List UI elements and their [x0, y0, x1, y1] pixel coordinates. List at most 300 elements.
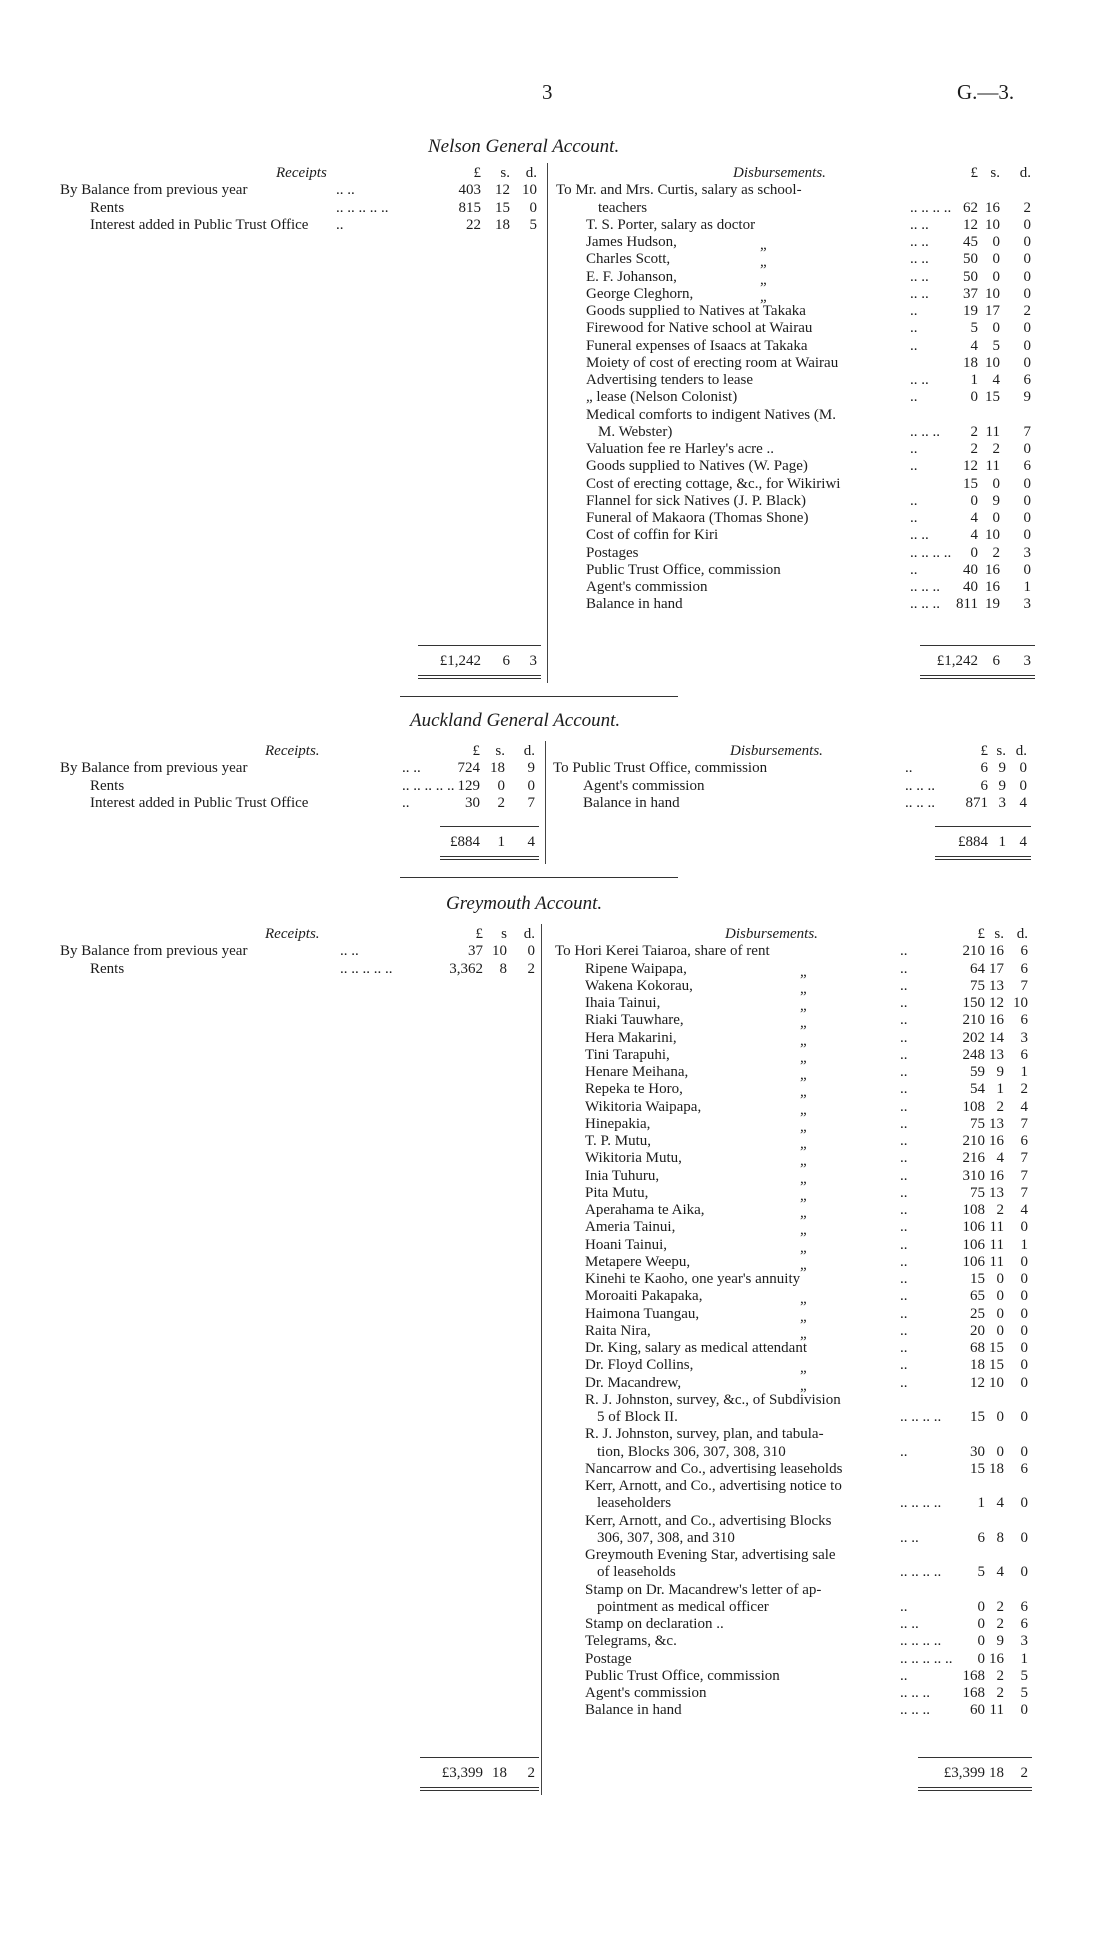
disbursement-amount-s: 13: [989, 1184, 1004, 1201]
page-number: 3: [542, 80, 553, 104]
receipt-amount-l: 129: [457, 777, 480, 794]
disbursement-amount-s: 2: [996, 1202, 1004, 1218]
disbursement-label: Hinepakia,: [585, 1115, 651, 1132]
disbursement-amount-s: 10: [985, 216, 1000, 233]
disbursement-amount-s: 11: [989, 1253, 1004, 1270]
disbursement-amount-l: 15: [970, 1460, 985, 1477]
disbursement-amount-d: 0: [1020, 1374, 1028, 1391]
disbursement-leader-dots: ..: [910, 492, 918, 509]
disbursement-amount-s: 2: [992, 544, 1000, 561]
disbursement-amount-s: 9: [996, 1633, 1004, 1650]
disbursement-leader-dots: .. ..: [910, 216, 929, 233]
disbursement-amount-d: 3: [1023, 544, 1031, 561]
disbursement-label: Public Trust Office, commission: [586, 561, 781, 578]
receipts-total-l: £3,399: [441, 1765, 483, 1781]
disbursement-label: Goods supplied to Natives at Takaka: [586, 303, 806, 319]
disbursement-leader-dots: ..: [900, 1340, 908, 1356]
disbursement-label: Ihaia Tainui,: [585, 995, 661, 1011]
disbursement-leader-dots: .. .. ..: [905, 794, 935, 811]
disbursement-amount-d: 3: [1023, 596, 1031, 613]
disbursement-label: T. S. Porter, salary as doctor: [586, 216, 756, 233]
receipts-currency-header-0: £: [472, 743, 480, 759]
disbursement-amount-l: 4: [970, 337, 978, 354]
disbursement-label: of leaseholds: [597, 1564, 676, 1581]
disbursement-amount-d: 9: [1023, 389, 1031, 406]
disbursement-leader-dots: .. .. ..: [905, 777, 935, 794]
disbursement-label: Medical comforts to indigent Natives (M.: [586, 406, 836, 423]
disbursement-label: Flannel for sick Natives (J. P. Black): [586, 492, 806, 509]
disbursement-amount-d: 1: [1020, 1650, 1028, 1667]
disbursement-amount-s: 17: [989, 960, 1004, 977]
disbursement-amount-d: 6: [1020, 960, 1028, 977]
disbursement-amount-d: 6: [1020, 1012, 1028, 1029]
disbursement-leader-dots: ..: [900, 1271, 908, 1287]
disbursement-amount-d: 6: [1020, 943, 1028, 960]
disbursement-leader-dots: ..: [900, 1012, 908, 1029]
section-separator: [400, 696, 678, 697]
disbursements-total-double-rule: [918, 1787, 1032, 1791]
disbursement-amount-l: 202: [962, 1029, 985, 1046]
disbursement-amount-l: 62: [963, 199, 978, 216]
receipt-amount-l: 815: [458, 199, 481, 216]
disbursement-amount-d: 0: [1023, 510, 1031, 526]
disbursement-amount-d: 6: [1020, 1598, 1028, 1615]
disbursement-amount-s: 11: [989, 1236, 1004, 1253]
disbursement-amount-s: 8: [996, 1529, 1004, 1546]
disbursement-leader-dots: ..: [900, 1253, 908, 1270]
disbursement-amount-l: 6: [977, 1529, 985, 1546]
disbursement-amount-d: 7: [1020, 1167, 1028, 1184]
disbursement-amount-l: 210: [962, 1133, 985, 1149]
disbursement-label: Wakena Kokorau,: [585, 977, 693, 994]
ditto-mark: „: [800, 1153, 807, 1170]
disbursement-amount-l: 108: [962, 1202, 985, 1218]
disbursement-amount-s: 15: [985, 389, 1000, 406]
disbursement-leader-dots: ..: [900, 1598, 908, 1615]
disbursements-total-s: 18: [989, 1765, 1004, 1781]
disbursement-amount-l: 30: [970, 1443, 985, 1460]
disbursement-leader-dots: .. ..: [910, 234, 929, 250]
disbursement-amount-l: 811: [956, 596, 978, 613]
disbursement-leader-dots: .. ..: [910, 268, 929, 285]
disbursement-amount-l: 12: [963, 458, 978, 475]
receipt-label: By Balance from previous year: [60, 182, 248, 199]
disbursement-label: To Mr. and Mrs. Curtis, salary as school-: [556, 182, 802, 199]
disbursement-amount-l: 871: [965, 794, 988, 811]
disbursement-amount-l: 248: [962, 1046, 985, 1063]
disbursement-label: Kinehi te Kaoho, one year's annuity: [585, 1271, 801, 1287]
disbursement-label: M. Webster): [598, 423, 673, 440]
disbursement-amount-s: 9: [998, 760, 1006, 777]
disbursement-amount-s: 0: [992, 251, 1000, 268]
disbursement-label: Funeral of Makaora (Thomas Shone): [586, 510, 809, 526]
disbursements-currency-header-1: s.: [994, 926, 1004, 942]
disbursement-label: Dr. King, salary as medical attendant: [585, 1340, 808, 1356]
receipts-currency-header-1: s: [501, 926, 507, 942]
disbursement-amount-l: 0: [977, 1650, 985, 1667]
receipt-label: By Balance from previous year: [60, 760, 248, 777]
disbursement-amount-d: 0: [1023, 354, 1031, 371]
disbursements-currency-header-0: £: [980, 743, 988, 759]
receipts-heading: Receipts.: [265, 743, 320, 759]
disbursement-amount-d: 4: [1020, 1202, 1028, 1218]
disbursement-leader-dots: ..: [900, 1046, 908, 1063]
disbursement-label: Telegrams, &c.: [585, 1633, 677, 1650]
ditto-mark: „: [800, 1239, 807, 1256]
ditto-mark: „: [800, 1187, 807, 1204]
disbursement-amount-d: 4: [1020, 1098, 1028, 1115]
receipt-leader-dots: .. ..: [340, 943, 359, 960]
disbursement-label: Inia Tuhuru,: [585, 1167, 660, 1184]
receipt-leader-dots: ..: [336, 216, 344, 233]
disbursement-amount-s: 13: [989, 977, 1004, 994]
disbursement-leader-dots: ..: [900, 977, 908, 994]
disbursement-amount-l: 68: [970, 1340, 985, 1356]
disbursements-currency-header-0: £: [977, 926, 985, 942]
disbursement-amount-l: 54: [970, 1081, 985, 1098]
disbursement-amount-l: 168: [962, 1667, 985, 1684]
disbursement-amount-s: 5: [992, 337, 1000, 354]
disbursement-amount-s: 1: [996, 1081, 1004, 1098]
disbursement-label: Postages: [586, 544, 639, 561]
ditto-mark: „: [800, 1084, 807, 1101]
disbursement-amount-l: 1: [970, 372, 978, 388]
disbursement-amount-s: 2: [996, 1098, 1004, 1115]
receipt-label: Rents: [90, 960, 125, 977]
disbursement-leader-dots: .. .. ..: [900, 1702, 930, 1719]
receipt-leader-dots: ..: [402, 794, 410, 811]
disbursement-amount-l: 15: [970, 1271, 985, 1287]
disbursement-amount-s: 0: [992, 320, 1000, 337]
disbursement-amount-s: 2: [996, 1685, 1004, 1701]
disbursement-amount-d: 0: [1023, 527, 1031, 544]
disbursement-amount-l: 75: [970, 977, 985, 994]
receipt-amount-s: 12: [495, 182, 510, 199]
disbursement-amount-l: 19: [963, 303, 978, 319]
section-separator: [400, 877, 678, 878]
disbursement-label: Greymouth Evening Star, advertising sale: [585, 1547, 836, 1563]
receipts-currency-header-2: d.: [523, 926, 535, 942]
disbursement-label: Moiety of cost of erecting room at Wairau: [586, 354, 839, 371]
disbursements-total-d: 3: [1023, 653, 1031, 669]
disbursement-amount-s: 0: [992, 268, 1000, 285]
disbursement-label: E. F. Johanson,: [586, 268, 677, 285]
disbursement-label: tion, Blocks 306, 307, 308, 310: [597, 1443, 786, 1460]
disbursement-label: R. J. Johnston, survey, &c., of Subdivision: [585, 1391, 841, 1408]
receipt-amount-l: 3,362: [449, 960, 483, 977]
disbursement-amount-d: 3: [1020, 1029, 1028, 1046]
disbursement-label: Balance in hand: [583, 794, 680, 811]
disbursement-amount-s: 11: [985, 423, 1000, 440]
disbursement-amount-l: 4: [970, 527, 978, 544]
receipt-amount-d: 10: [522, 182, 537, 199]
disbursement-amount-s: 16: [989, 1012, 1004, 1029]
disbursement-amount-d: 0: [1020, 1271, 1028, 1287]
disbursements-currency-header-1: s.: [990, 165, 1000, 181]
ditto-mark: „: [800, 1205, 807, 1221]
receipts-currency-header-1: s.: [500, 165, 510, 181]
disbursement-leader-dots: ..: [910, 320, 918, 337]
disbursement-label: James Hudson,: [586, 234, 677, 250]
disbursement-label: Ameria Tainui,: [585, 1219, 676, 1236]
receipt-amount-d: 0: [527, 943, 535, 960]
receipt-amount-l: 403: [458, 182, 481, 199]
disbursement-leader-dots: .. ..: [900, 1616, 919, 1632]
disbursement-amount-d: 7: [1023, 423, 1031, 440]
disbursement-label: Wikitoria Waipapa,: [585, 1098, 702, 1115]
auckland-title: Auckland General Account.: [410, 710, 621, 731]
receipt-label: Interest added in Public Trust Office: [90, 216, 309, 233]
disbursement-amount-l: 0: [977, 1616, 985, 1632]
disbursement-amount-s: 9: [998, 777, 1006, 794]
disbursement-amount-d: 5: [1020, 1685, 1028, 1701]
disbursement-amount-l: 0: [970, 389, 978, 406]
receipt-amount-s: 8: [499, 960, 507, 977]
disbursement-label: Cost of coffin for Kiri: [586, 527, 719, 544]
disbursement-amount-s: 16: [989, 1133, 1004, 1149]
disbursement-amount-l: 75: [970, 1115, 985, 1132]
disbursement-label: Repeka te Horo,: [585, 1081, 683, 1098]
receipts-total-d: 2: [527, 1765, 535, 1781]
disbursement-amount-d: 2: [1023, 199, 1031, 216]
disbursement-amount-l: 5: [977, 1564, 985, 1581]
disbursement-label: Charles Scott,: [586, 251, 671, 268]
disbursement-label: Public Trust Office, commission: [585, 1667, 780, 1684]
ditto-mark: „: [760, 288, 767, 305]
receipt-amount-d: 9: [527, 760, 535, 777]
disbursement-label: Kerr, Arnott, and Co., advertising notice to: [585, 1478, 842, 1494]
ditto-mark: „: [800, 1360, 807, 1377]
disbursement-label: teachers: [598, 199, 648, 216]
disbursement-amount-d: 0: [1023, 337, 1031, 354]
ditto-mark: „: [800, 1170, 807, 1187]
receipt-amount-s: 0: [497, 777, 505, 794]
disbursement-amount-d: 0: [1023, 251, 1031, 268]
disbursement-amount-s: 0: [992, 234, 1000, 250]
disbursement-amount-l: 12: [970, 1374, 985, 1391]
disbursement-leader-dots: ..: [900, 1305, 908, 1322]
disbursements-subtotal-rule: [935, 826, 1031, 827]
disbursement-leader-dots: ..: [900, 1667, 908, 1684]
disbursement-amount-d: 7: [1020, 1115, 1028, 1132]
disbursement-label: Dr. Macandrew,: [585, 1374, 682, 1391]
disbursement-label: Agent's commission: [586, 579, 708, 595]
disbursement-leader-dots: ..: [910, 561, 918, 578]
disbursement-leader-dots: ..: [900, 943, 908, 960]
disbursement-amount-d: 6: [1020, 1460, 1028, 1477]
receipts-total-d: 3: [529, 653, 537, 669]
disbursement-amount-l: 0: [977, 1633, 985, 1650]
disbursement-leader-dots: .. ..: [900, 1529, 919, 1546]
disbursement-amount-l: 150: [962, 995, 985, 1011]
ditto-mark: „: [800, 1067, 807, 1083]
disbursement-amount-s: 0: [996, 1322, 1004, 1339]
disbursement-amount-s: 14: [989, 1029, 1004, 1046]
receipt-amount-l: 30: [465, 794, 480, 811]
ditto-mark: „: [760, 271, 767, 288]
disbursements-heading: Disbursements.: [730, 743, 823, 759]
receipts-currency-header-2: d.: [525, 165, 537, 181]
disbursement-amount-l: 106: [962, 1253, 985, 1270]
receipt-amount-l: 37: [468, 943, 483, 960]
disbursement-leader-dots: ..: [910, 441, 918, 457]
disbursement-label: Nancarrow and Co., advertising leaseholds: [585, 1460, 843, 1477]
receipt-label: Rents: [90, 199, 125, 216]
disbursements-total-d: 4: [1019, 834, 1027, 850]
disbursement-amount-l: 1: [977, 1495, 985, 1512]
disbursement-amount-l: 64: [970, 960, 985, 977]
receipts-total-d: 4: [527, 834, 535, 850]
disbursement-leader-dots: .. ..: [910, 372, 929, 388]
disbursement-label: Henare Meihana,: [585, 1064, 689, 1080]
disbursement-amount-s: 2: [996, 1598, 1004, 1615]
disbursement-amount-l: 15: [970, 1409, 985, 1425]
disbursement-amount-l: 18: [970, 1357, 985, 1374]
disbursement-amount-d: 0: [1023, 216, 1031, 233]
disbursement-amount-d: 0: [1020, 1529, 1028, 1546]
receipt-amount-s: 18: [490, 760, 505, 777]
disbursement-amount-l: 108: [962, 1098, 985, 1115]
ditto-mark: „: [800, 963, 807, 980]
disbursement-leader-dots: ..: [900, 1219, 908, 1236]
ditto-mark: „: [800, 1015, 807, 1032]
receipt-amount-l: 22: [466, 216, 481, 233]
column-divider: [547, 163, 548, 683]
disbursement-amount-l: 6: [980, 777, 988, 794]
ditto-mark: „: [800, 1136, 807, 1152]
ditto-mark: „: [800, 1049, 807, 1066]
receipt-amount-d: 7: [527, 794, 535, 811]
disbursement-amount-s: 4: [996, 1564, 1004, 1581]
disbursement-amount-s: 12: [989, 995, 1004, 1011]
disbursement-amount-d: 0: [1019, 760, 1027, 777]
disbursement-amount-s: 0: [996, 1409, 1004, 1425]
disbursement-amount-d: 0: [1020, 1322, 1028, 1339]
disbursement-leader-dots: ..: [900, 1167, 908, 1184]
disbursement-amount-s: 4: [996, 1150, 1004, 1167]
disbursements-subtotal-rule: [920, 645, 1035, 646]
disbursement-amount-s: 16: [985, 561, 1000, 578]
disbursement-amount-d: 6: [1020, 1616, 1028, 1632]
receipts-subtotal-rule: [420, 1757, 539, 1758]
disbursement-label: Goods supplied to Natives (W. Page): [586, 458, 808, 475]
disbursement-label: Funeral expenses of Isaacs at Takaka: [586, 337, 808, 354]
receipt-leader-dots: .. ..: [336, 182, 355, 199]
disbursement-leader-dots: ..: [900, 1115, 908, 1132]
disbursement-amount-d: 0: [1020, 1357, 1028, 1374]
disbursement-amount-s: 0: [996, 1443, 1004, 1460]
disbursement-amount-d: 4: [1019, 794, 1027, 811]
disbursement-leader-dots: ..: [900, 1236, 908, 1253]
disbursement-amount-l: 106: [962, 1236, 985, 1253]
ditto-mark: „: [800, 980, 807, 997]
disbursement-amount-l: 40: [963, 561, 978, 578]
disbursement-leader-dots: ..: [910, 510, 918, 526]
disbursement-label: Stamp on Dr. Macandrew's letter of ap-: [585, 1581, 822, 1598]
receipts-currency-header-0: £: [475, 926, 483, 942]
disbursement-amount-l: 50: [963, 268, 978, 285]
disbursement-amount-d: 7: [1020, 1184, 1028, 1201]
disbursement-amount-s: 16: [989, 943, 1004, 960]
disbursement-amount-s: 0: [992, 475, 1000, 492]
disbursement-amount-d: 0: [1020, 1409, 1028, 1425]
disbursements-total-l: £884: [958, 834, 988, 850]
disbursement-amount-s: 18: [989, 1460, 1004, 1477]
column-divider: [541, 924, 542, 1795]
receipt-leader-dots: .. .. .. .. ..: [340, 960, 393, 977]
disbursement-amount-l: 2: [970, 423, 978, 440]
disbursement-amount-d: 0: [1020, 1305, 1028, 1322]
disbursement-label: To Hori Kerei Taiaroa, share of rent: [555, 943, 770, 960]
disbursement-amount-d: 0: [1023, 475, 1031, 492]
disbursement-leader-dots: ..: [900, 1029, 908, 1046]
disbursement-label: pointment as medical officer: [597, 1598, 769, 1615]
disbursements-total-l: £1,242: [936, 653, 978, 669]
disbursement-label: 306, 307, 308, and 310: [597, 1529, 735, 1546]
disbursement-label: Haimona Tuangau,: [585, 1305, 700, 1322]
disbursement-label: Kerr, Arnott, and Co., advertising Blocks: [585, 1512, 832, 1529]
ditto-mark: „: [800, 1101, 807, 1118]
disbursements-total-s: 6: [992, 653, 1000, 669]
disbursement-amount-d: 1: [1020, 1064, 1028, 1080]
disbursement-amount-s: 16: [985, 579, 1000, 595]
disbursement-label: Hera Makarini,: [585, 1029, 677, 1046]
disbursement-leader-dots: ..: [900, 1133, 908, 1149]
disbursement-amount-l: 15: [963, 475, 978, 492]
disbursement-amount-l: 216: [962, 1150, 985, 1167]
disbursement-leader-dots: ..: [900, 1374, 908, 1391]
disbursement-amount-s: 11: [989, 1702, 1004, 1719]
ditto-mark: „: [800, 1032, 807, 1049]
disbursement-amount-s: 17: [985, 303, 1000, 319]
disbursement-label: Stamp on declaration ..: [585, 1616, 724, 1632]
disbursements-currency-header-2: d.: [1019, 165, 1031, 181]
disbursement-amount-l: 59: [970, 1064, 985, 1080]
disbursement-amount-d: 7: [1020, 977, 1028, 994]
disbursement-amount-s: 10: [989, 1374, 1004, 1391]
disbursement-label: Raita Nira,: [585, 1322, 651, 1339]
receipt-leader-dots: .. .. .. .. ..: [336, 199, 389, 216]
disbursement-label: Metapere Weepu,: [585, 1253, 691, 1270]
disbursement-label: Ripene Waipapa,: [585, 960, 687, 977]
disbursements-heading: Disbursements.: [733, 165, 826, 181]
disbursement-amount-l: 310: [962, 1167, 985, 1184]
disbursement-amount-s: 13: [989, 1115, 1004, 1132]
disbursement-amount-s: 13: [989, 1046, 1004, 1063]
disbursement-label: Valuation fee re Harley's acre ..: [586, 441, 775, 457]
disbursement-amount-d: 1: [1023, 579, 1031, 595]
disbursement-amount-d: 0: [1023, 320, 1031, 337]
disbursement-amount-s: 11: [989, 1219, 1004, 1236]
disbursement-amount-l: 5: [970, 320, 978, 337]
disbursements-total-s: 1: [998, 834, 1006, 850]
disbursement-leader-dots: ..: [900, 1443, 908, 1460]
disbursement-label: leaseholders: [597, 1495, 672, 1512]
disbursement-label: To Public Trust Office, commission: [553, 760, 768, 777]
disbursement-amount-d: 0: [1023, 234, 1031, 250]
disbursements-total-l: £3,399: [943, 1765, 985, 1781]
receipt-label: By Balance from previous year: [60, 943, 248, 960]
disbursement-amount-s: 0: [992, 510, 1000, 526]
ditto-mark: „: [800, 1222, 807, 1239]
disbursement-amount-d: 0: [1020, 1495, 1028, 1512]
disbursement-label: Moroaiti Pakapaka,: [585, 1288, 703, 1305]
disbursement-leader-dots: ..: [900, 1322, 908, 1339]
disbursement-amount-d: 1: [1020, 1236, 1028, 1253]
disbursement-amount-l: 75: [970, 1184, 985, 1201]
disbursement-leader-dots: ..: [910, 337, 918, 354]
disbursement-label: Advertising tenders to lease: [586, 372, 754, 388]
